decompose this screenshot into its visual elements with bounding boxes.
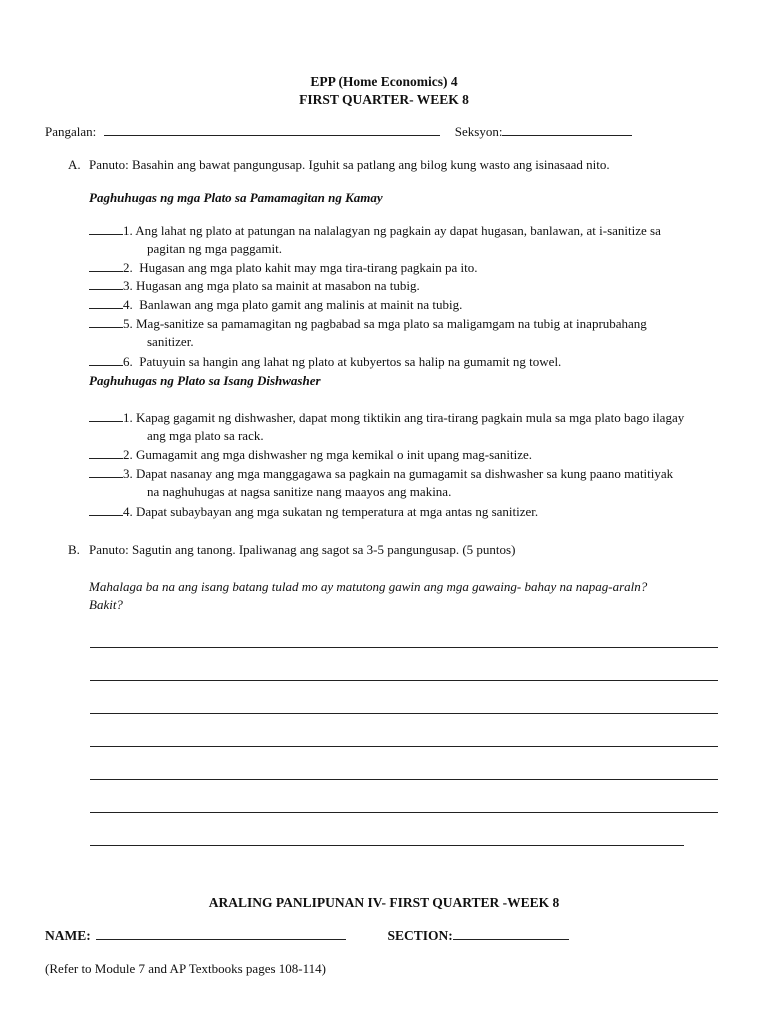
item-number: 2. — [123, 447, 133, 462]
item-number: 1. — [123, 410, 133, 425]
item-text-continued: pagitan ng mga paggamit. — [147, 241, 283, 256]
item-number: 1. — [123, 223, 133, 238]
answer-blank[interactable] — [89, 316, 123, 328]
answer-line[interactable] — [90, 779, 718, 780]
list-item — [89, 297, 462, 313]
item-text: Banlawan ang mga plato gamit ang malinis at mainit na tubig. — [139, 297, 463, 312]
answer-blank[interactable] — [89, 223, 123, 235]
answer-blank[interactable] — [89, 278, 123, 290]
item-text-continued: na naghuhugas at nagsa sanitize nang maayos ang makina. — [147, 484, 452, 499]
answer-blank[interactable] — [89, 260, 123, 272]
section-blank[interactable] — [502, 124, 632, 136]
item-text: Mag-sanitize sa pamamagitan ng pagbabad sa mga plato sa maligamgam na tubig at inaprubahang — [136, 316, 647, 331]
name-field-row — [45, 124, 632, 140]
answer-blank[interactable] — [89, 354, 123, 366]
list-item — [89, 410, 684, 426]
answer-line[interactable] — [90, 812, 718, 813]
answer-blank[interactable] — [89, 504, 123, 516]
item-text: Patuyuin sa hangin ang lahat ng plato at kubyertos sa halip na gumamit ng towel. — [139, 354, 562, 369]
answer-blank[interactable] — [89, 297, 123, 309]
item-text-continued: sanitizer. — [147, 334, 194, 349]
essay-question: Mahalaga ba na ang isang batang tulad mo ay matutong gawin ang mga gawaing- bahay na napag-araln? — [89, 579, 648, 594]
essay-question-continued: Bakit? — [89, 597, 123, 612]
part-a-instruction: Panuto: Basahin ang bawat pangungusap. Iguhit sa patlang ang bilog kung wasto ang isinasaad nito. — [89, 157, 610, 172]
item-text: Gumagamit ang mga dishwasher ng mga kemikal o init upang mag-sanitize. — [136, 447, 533, 462]
section-heading-dishwasher: Paghuhugas ng Plato sa Isang Dishwasher — [89, 373, 321, 388]
answer-blank[interactable] — [89, 410, 123, 422]
answer-blank[interactable] — [89, 447, 123, 459]
ap-name-label: NAME: — [45, 928, 91, 943]
item-number: 3. — [123, 278, 133, 293]
ap-name-blank[interactable] — [96, 928, 346, 940]
ap-name-row — [45, 928, 569, 944]
answer-line[interactable] — [90, 713, 718, 714]
item-number: 3. — [123, 466, 133, 481]
list-item — [89, 316, 647, 332]
section-label: Seksyon: — [454, 124, 503, 139]
item-text: Ang lahat ng plato at patungan na nalalagyan ng pagkain ay dapat hugasan, banlawan, at i-sanitize sa — [135, 223, 661, 238]
item-text: Dapat nasanay ang mga manggagawa sa pagkain na gumagamit sa dishwasher sa kung paano matitiyak — [136, 466, 674, 481]
answer-line[interactable] — [90, 647, 718, 648]
list-item — [89, 447, 532, 463]
worksheet-title: EPP (Home Economics) 4 — [310, 74, 458, 89]
item-text: Hugasan ang mga plato sa mainit at masabon na tubig. — [136, 278, 420, 293]
answer-blank[interactable] — [89, 466, 123, 478]
reference-note: (Refer to Module 7 and AP Textbooks pages 108-114) — [45, 961, 326, 976]
list-item — [89, 466, 673, 482]
item-number: 4. — [123, 504, 133, 519]
worksheet-subtitle: FIRST QUARTER- WEEK 8 — [299, 92, 469, 107]
answer-line[interactable] — [90, 746, 718, 747]
ap-section-label: SECTION: — [387, 928, 453, 943]
answer-line[interactable] — [90, 845, 684, 846]
list-item — [89, 223, 661, 239]
name-label: Pangalan: — [45, 124, 97, 139]
section-heading-hand: Paghuhugas ng mga Plato sa Pamamagitan ng Kamay — [89, 190, 383, 205]
part-b-instruction: Panuto: Sagutin ang tanong. Ipaliwanag ang sagot sa 3-5 pangungusap. (5 puntos) — [89, 542, 516, 557]
name-blank[interactable] — [104, 124, 440, 136]
list-item — [89, 504, 538, 520]
ap-section-blank[interactable] — [453, 928, 569, 940]
answer-line[interactable] — [90, 680, 718, 681]
item-number: 4. — [123, 297, 133, 312]
item-number: 2. — [123, 260, 133, 275]
list-item — [89, 278, 420, 294]
item-number: 5. — [123, 316, 133, 331]
part-a-marker: A. — [68, 157, 81, 172]
item-text: Kapag gagamit ng dishwasher, dapat mong tiktikin ang tira-tirang pagkain mula sa mga plato bago ilagay — [136, 410, 685, 425]
item-number: 6. — [123, 354, 133, 369]
ap-section-title: ARALING PANLIPUNAN IV- FIRST QUARTER -WEEK 8 — [208, 895, 560, 910]
item-text: Dapat subaybayan ang mga sukatan ng temperatura at mga antas ng sanitizer. — [136, 504, 539, 519]
item-text: Hugasan ang mga plato kahit may mga tira-tirang pagkain pa ito. — [139, 260, 478, 275]
list-item — [89, 354, 561, 370]
item-text-continued: ang mga plato sa rack. — [147, 428, 264, 443]
part-b-marker: B. — [68, 542, 80, 557]
list-item — [89, 260, 478, 276]
